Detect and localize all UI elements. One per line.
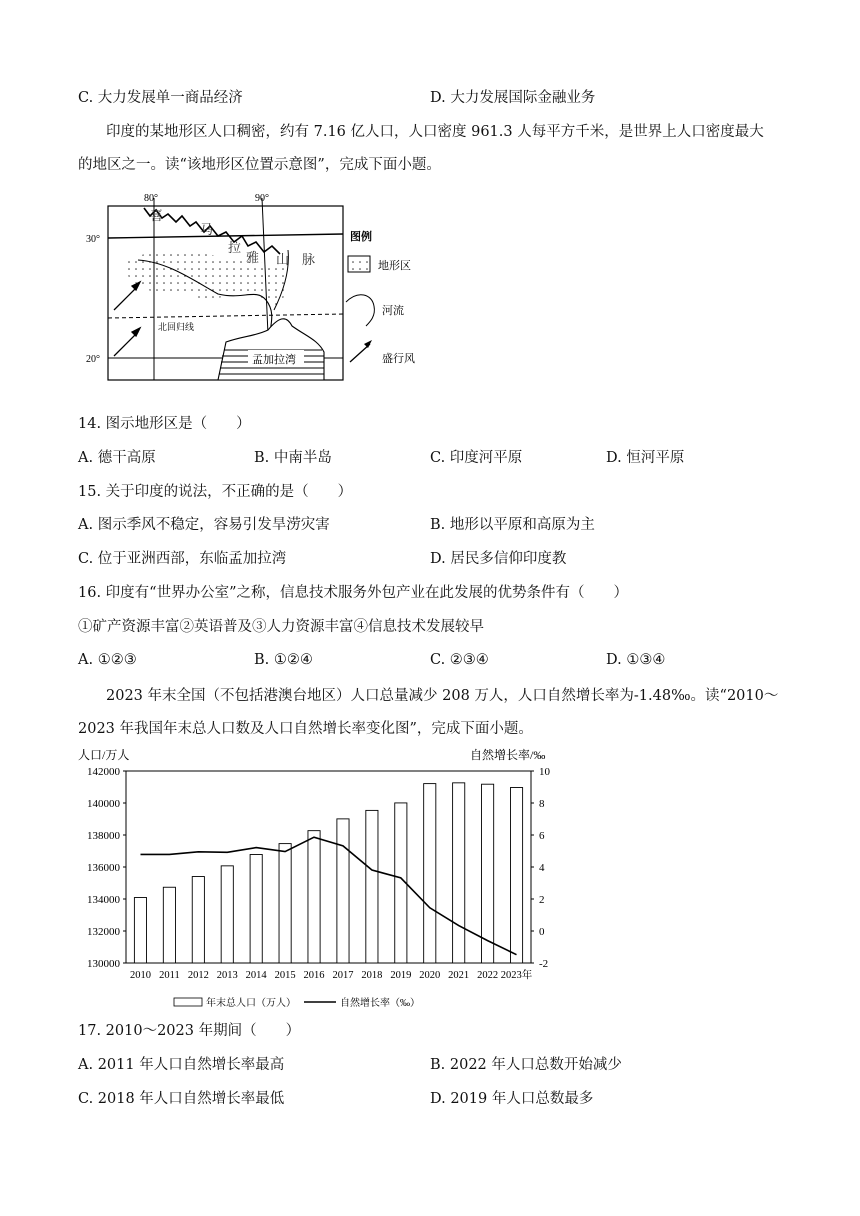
q17-option-a[interactable]: A. 2011 年人口自然增长率最高 [78, 1057, 285, 1073]
population-bar [192, 877, 204, 963]
legend-bar-label: 年末总人口（万人） [206, 998, 296, 1009]
y-tick-label: 134000 [87, 894, 120, 906]
y2-tick-label: 4 [539, 862, 545, 874]
q17-option-c[interactable]: C. 2018 年人口自然增长率最低 [78, 1091, 285, 1107]
x-tick-label: 2010 [129, 970, 151, 981]
svg-text:雅: 雅 [246, 250, 260, 265]
q16-option-a[interactable]: A. ①②③ [78, 652, 137, 668]
y2-tick-label: 2 [539, 894, 545, 906]
population-bar [221, 866, 233, 963]
prevailing-wind-arrows [114, 282, 140, 356]
q17-option-d[interactable]: D. 2019 年人口总数最多 [430, 1091, 594, 1107]
legend-river-icon [346, 295, 374, 326]
tropic-of-cancer-line [108, 314, 343, 318]
parallel-30 [108, 234, 343, 238]
x-tick-label: 2011 [159, 970, 180, 981]
population-bar [424, 784, 436, 963]
population-bar [250, 854, 262, 963]
q14-option-c[interactable]: C. 印度河平原 [430, 450, 523, 466]
x-tick-label: 2019 [390, 970, 412, 981]
lat-label-20: 20° [86, 354, 100, 365]
prev-option-d: D. 大力发展国际金融业务 [430, 90, 596, 106]
lon-label-90: 90° [255, 193, 269, 204]
population-bar [308, 831, 320, 963]
x-tick-label: 2017 [332, 970, 354, 981]
lon-label-80: 80° [144, 193, 158, 204]
y2-tick-label: 10 [539, 766, 550, 778]
x-tick-label: 2020 [419, 970, 441, 981]
svg-text:喜: 喜 [150, 208, 164, 223]
intro1-line1: 印度的某地形区人口稠密，约有 7.16 亿人口，人口密度 961.3 人每平方千米，是世界上人口密度最大 [106, 124, 764, 140]
x-tick-label: 2016 [303, 970, 325, 981]
lat-label-30: 30° [86, 234, 100, 245]
q15-option-a[interactable]: A. 图示季风不稳定，容易引发旱涝灾害 [78, 517, 330, 533]
population-bar [482, 784, 494, 963]
q14-stem: 14. 图示地形区是（ ） [78, 416, 251, 432]
q16-conditions: ①矿产资源丰富②英语普及③人力资源丰富④信息技术发展较早 [78, 619, 484, 635]
q17-stem: 17. 2010～2023 年期间（ ） [78, 1023, 301, 1039]
q16-stem: 16. 印度有“世界办公室”之称，信息技术服务外包产业在此发展的优势条件有（ ） [78, 585, 628, 601]
population-chart [78, 744, 568, 1014]
population-bar [163, 887, 175, 963]
population-bar [453, 783, 465, 963]
q17-option-b[interactable]: B. 2022 年人口总数开始减少 [430, 1057, 622, 1073]
legend-terrain-icon [348, 256, 370, 272]
y2-axis-label: 自然增长率/‰ [470, 748, 546, 762]
q15-option-c[interactable]: C. 位于亚洲西部，东临孟加拉湾 [78, 551, 287, 567]
y2-tick-label: 0 [539, 926, 545, 938]
y-tick-label: 140000 [87, 798, 120, 810]
intro1-line2: 的地区之一。读“该地形区位置示意图”，完成下面小题。 [78, 157, 441, 173]
y-tick-label: 138000 [87, 830, 120, 842]
population-bar [510, 788, 522, 963]
population-bar [279, 844, 291, 963]
x-tick-label: 2021 [448, 970, 470, 981]
x-tick-label: 2014 [245, 970, 267, 981]
svg-text:山: 山 [276, 252, 290, 267]
y-axis-label: 人口/万人 [78, 748, 130, 762]
terrain-area [124, 250, 290, 308]
q15-option-b[interactable]: B. 地形以平原和高原为主 [430, 517, 595, 533]
population-bar [366, 810, 378, 963]
q15-stem: 15. 关于印度的说法，不正确的是（ ） [78, 484, 353, 500]
svg-text:马: 马 [200, 222, 214, 237]
intro2-line1: 2023 年末全国（不包括港澳台地区）人口总量减少 208 万人，人口自然增长率为-1.48‰。读“2010～ [106, 688, 779, 704]
x-tick-label: 2015 [274, 970, 296, 981]
y-tick-label: 130000 [87, 958, 120, 970]
legend-title: 图例 [350, 231, 372, 243]
y-tick-label: 136000 [87, 862, 120, 874]
q14-option-a[interactable]: A. 德干高原 [78, 450, 156, 466]
legend-wind-label: 盛行风 [382, 353, 415, 365]
q16-option-d[interactable]: D. ①③④ [606, 652, 666, 668]
q14-option-d[interactable]: D. 恒河平原 [606, 450, 685, 466]
terrain-location-map [78, 190, 438, 390]
intro2-line2: 2023 年我国年末总人口数及人口自然增长率变化图”，完成下面小题。 [78, 721, 533, 737]
tropic-label: 北回归线 [158, 322, 195, 332]
x-tick-label: 2022 [477, 970, 499, 981]
svg-text:拉: 拉 [228, 240, 242, 255]
legend-line-label: 自然增长率（‰） [340, 998, 420, 1009]
x-tick-label: 2023年 [500, 970, 533, 981]
bay-of-bengal-area [218, 319, 324, 380]
population-bar [337, 819, 349, 963]
x-tick-label: 2018 [361, 970, 383, 981]
y-tick-label: 142000 [87, 766, 120, 778]
legend-terrain-label: 地形区 [378, 260, 411, 272]
q14-option-b[interactable]: B. 中南半岛 [254, 450, 332, 466]
x-tick-label: 2012 [187, 970, 209, 981]
y2-tick-label: 8 [539, 798, 545, 810]
q16-option-c[interactable]: C. ②③④ [430, 652, 489, 668]
y2-tick-label: 6 [539, 830, 545, 842]
plot-frame [126, 771, 531, 963]
legend-bar-icon [174, 998, 202, 1006]
bay-label: 孟加拉湾 [252, 354, 296, 366]
x-tick-label: 2013 [216, 970, 238, 981]
prev-option-c: C. 大力发展单一商品经济 [78, 90, 243, 106]
svg-text:脉: 脉 [302, 252, 316, 267]
q16-option-b[interactable]: B. ①②④ [254, 652, 313, 668]
y2-tick-label: -2 [539, 958, 549, 970]
q15-option-d[interactable]: D. 居民多信仰印度教 [430, 551, 567, 567]
population-bar [134, 898, 146, 963]
y-tick-label: 132000 [87, 926, 120, 938]
legend-river-label: 河流 [382, 305, 404, 317]
